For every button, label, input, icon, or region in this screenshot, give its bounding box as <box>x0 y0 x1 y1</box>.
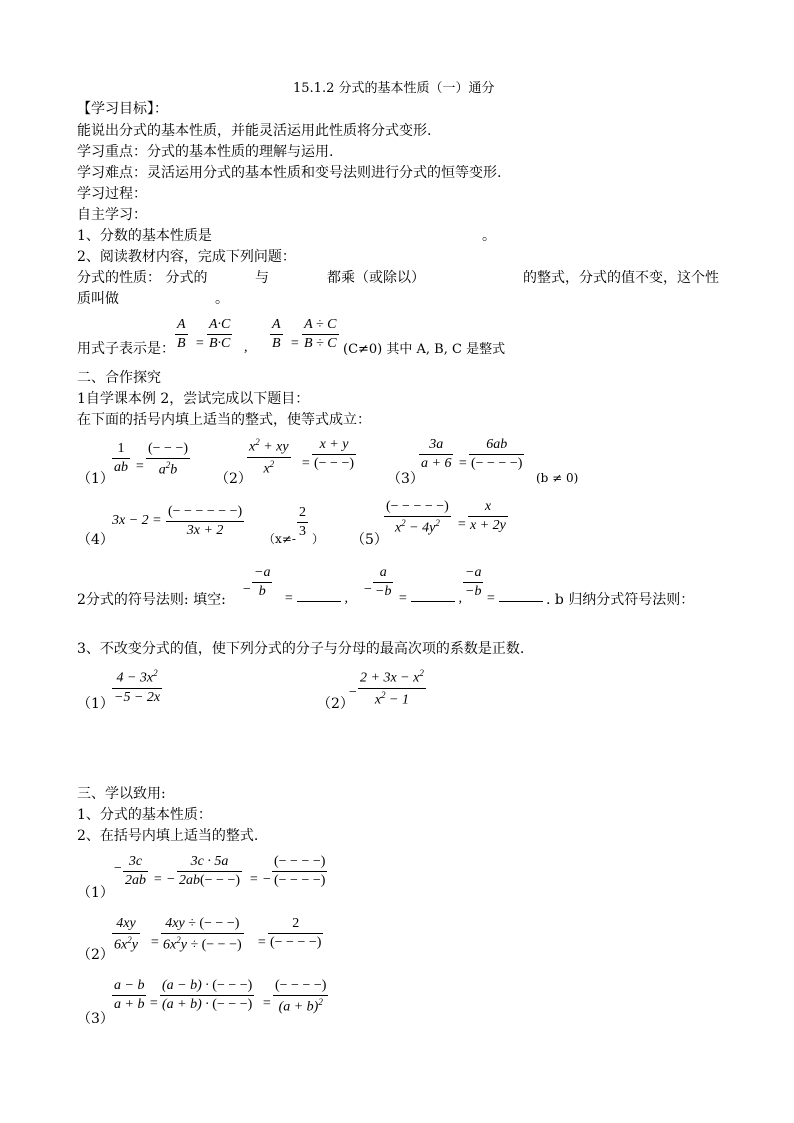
objectives-heading: 【学习目标】： <box>77 101 168 117</box>
section-3-heading: 三、学以致用: <box>77 786 166 802</box>
property-text-e: 质叫做 <box>77 291 119 307</box>
difficulty: 学习难点：灵活运用分式的基本性质和变号法则进行分式的恒等变形. <box>77 165 502 181</box>
s3-eq2-c: 2 (− − − −) <box>270 916 322 950</box>
minus: − <box>363 582 373 597</box>
equals: = <box>150 935 160 950</box>
eq1-right: (− − −) $a^2b$ <box>148 441 189 478</box>
process-label: 学习过程： <box>77 186 147 202</box>
section-3-q2: 2、在括号内填上适当的整式. <box>77 828 259 844</box>
eq5-left: (− − − − −) $x^2 - 4y^2$ <box>386 499 449 536</box>
item-label: （2） <box>77 947 114 963</box>
s3-eq2-b: 4xy ÷ (− − −) $6x^2y$ ÷ (− − −) <box>163 916 242 953</box>
formula-note: (C≠0) 其中 A, B, C 是整式 <box>343 342 506 357</box>
condition-x: （x≠- <box>263 532 296 546</box>
condition-x-frac: 2 3 <box>299 505 306 539</box>
sign-frac-3: −a −b <box>465 565 482 599</box>
item-label: （2） <box>317 696 354 712</box>
self-study-label: 自主学习： <box>77 207 147 223</box>
sign-blank-2: = , <box>398 591 462 606</box>
eq2-left: $x^2$ + xy $x^2$ <box>249 437 289 477</box>
question-2: 2、阅读教材内容，完成下列问题： <box>77 249 296 265</box>
sign-blank-3: = <box>486 592 543 606</box>
s3-eq3-a: a − b a + b <box>114 978 145 1012</box>
section-3-q1: 1、分式的基本性质： <box>77 807 212 823</box>
eq5-right: x x + 2y <box>470 499 506 533</box>
key-point: 学习重点：分式的基本性质的理解与运用. <box>77 144 334 160</box>
equals: = <box>257 935 267 950</box>
formula-intro: 用式子表示是： <box>77 341 175 357</box>
condition-b: (b ≠ 0) <box>536 471 579 485</box>
item-label: （4） <box>77 532 114 548</box>
minus: − <box>348 685 358 700</box>
equals: = <box>290 336 300 351</box>
section-2-q1-sub: 在下面的括号内填上适当的整式，使等式成立： <box>77 412 371 428</box>
section-2-heading: 二、合作探究 <box>77 370 161 386</box>
equals: = <box>262 996 272 1011</box>
eq2-right: x + y (− − −) <box>314 437 355 471</box>
property-text-e-end: 。 <box>215 291 229 307</box>
item-label: （1） <box>77 696 114 712</box>
equals: = <box>135 459 145 474</box>
item-label: （1） <box>77 471 114 487</box>
section-2-q3: 3、不改变分式的值，使下列分式的分子与分母的最高次项的系数是正数. <box>77 641 525 657</box>
eq3-left: 3a a + 6 <box>421 437 452 471</box>
section-2-q1: 1自学课本例 2，尝试完成以下题目： <box>77 391 310 407</box>
item-label: （3） <box>77 1011 114 1027</box>
s3-eq3-c: (− − − −) $(a + b)^2$ <box>275 978 327 1015</box>
q3-frac-2: $2 + 3x - x^2$ $x^2 - 1$ <box>360 668 424 708</box>
sign-rule-text: 2分式的符号法则: 填空: <box>77 592 226 608</box>
s3-eq3-b: (a − b) · (− − −) (a + b) · (− − −) <box>162 978 253 1012</box>
s3-eq1-c: (− − − −) (− − − −) <box>274 854 326 888</box>
property-text-d: 的整式，分式的值不变，这个性 <box>523 270 719 286</box>
equals: = <box>458 456 468 471</box>
equals: = <box>457 517 467 532</box>
s3-eq1-b: 3c · 5a 2ab(− − −) <box>179 854 241 888</box>
q3-frac-1: $4 - 3x^2$ −5 − 2x <box>114 668 161 705</box>
sign-blank-1: = , <box>284 591 348 606</box>
equals: = <box>149 996 159 1011</box>
item-label: （5） <box>351 532 388 548</box>
item-label: （1） <box>77 885 114 901</box>
property-text-b: 与 <box>255 270 269 286</box>
formula-frac-div: A ÷ C B ÷ C <box>304 317 337 351</box>
property-text-c: 都乘（或除以） <box>327 270 425 286</box>
comma: , <box>244 340 248 355</box>
sign-frac-1: −a b <box>254 565 271 599</box>
item-label: （3） <box>387 471 424 487</box>
minus: − <box>242 582 252 597</box>
minus: − <box>113 861 123 876</box>
formula-frac-ab-2: A B <box>272 317 281 351</box>
s3-eq2-a: 4xy $6x^2y$ <box>114 916 138 953</box>
condition-x-end: ） <box>312 532 325 546</box>
s3-eq1-a: 3c 2ab <box>125 854 146 888</box>
equals: = − <box>249 872 272 887</box>
property-text-a: 分式的性质： 分式的 <box>77 270 208 286</box>
item-label: （2） <box>215 471 252 487</box>
sign-rule-end: . b 归纳分式符号法则： <box>546 592 695 608</box>
formula-frac-ab: A B <box>177 317 186 351</box>
objective-text: 能说出分式的基本性质，并能灵活运用此性质将分式变形. <box>77 123 432 139</box>
eq4-right: (− − − − − −) 3x + 2 <box>168 504 243 538</box>
equals: = <box>301 456 311 471</box>
equals: = − <box>153 872 176 887</box>
eq1-left: 1 ab <box>114 441 128 475</box>
question-1: 1、分数的基本性质是 <box>77 228 212 244</box>
eq3-right: 6ab (− − − −) <box>471 437 523 471</box>
formula-frac-mul: A·C B·C <box>209 317 231 351</box>
eq4-left: 3x − 2 = <box>112 513 162 528</box>
question-1-end: 。 <box>482 228 496 244</box>
page-title: 15.1.2 分式的基本性质（一）通分 <box>293 81 495 96</box>
sign-frac-2: a −b <box>375 565 392 599</box>
equals: = <box>195 336 205 351</box>
